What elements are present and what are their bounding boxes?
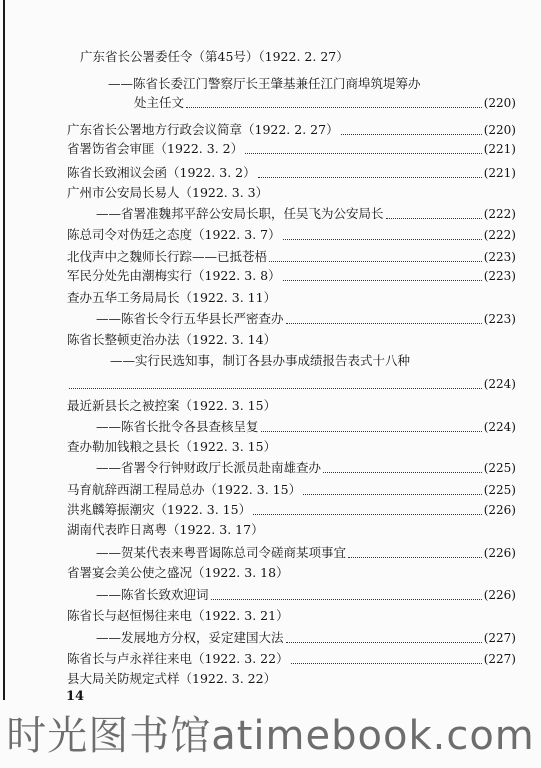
toc-entry-title: 军民分处先由潮梅实行（1922. 3. 8）	[67, 268, 281, 283]
toc-entry-page: (224)	[483, 420, 516, 434]
toc-entry	[96, 629, 516, 647]
toc-entry-page: (220)	[483, 123, 516, 137]
dot-leader	[253, 514, 482, 515]
toc-entry-page: (227)	[483, 631, 516, 645]
toc-entry	[108, 75, 516, 93]
toc-entry	[67, 521, 516, 539]
toc-entry-page: (221)	[483, 142, 516, 156]
dot-leader	[286, 323, 482, 324]
toc-entry	[67, 164, 516, 182]
toc-entry-page: (223)	[483, 250, 516, 264]
dot-leader	[258, 177, 482, 178]
toc-entry-page: (224)	[483, 377, 516, 391]
toc-entry-title: 陈总司令对伪廷之态度（1922. 3. 7）	[67, 227, 281, 242]
toc-entry	[67, 121, 516, 139]
toc-entry	[67, 438, 516, 456]
toc-entry-title: ——陈省长令行五华县长严密查办	[96, 311, 284, 326]
toc-entry	[67, 607, 516, 625]
toc-entry	[67, 331, 516, 349]
dot-leader	[291, 663, 482, 664]
toc-entry-page: (222)	[483, 228, 516, 242]
toc-entry	[67, 397, 516, 415]
toc-entry-title: ——实行民选知事，制订各县办事成绩报告表式十八种	[110, 353, 411, 368]
toc-entry-title: ——陈省长致欢迎词	[96, 587, 209, 602]
dot-leader	[269, 261, 482, 262]
toc-entry	[67, 481, 516, 499]
toc-entry	[110, 352, 516, 370]
toc-entry	[67, 184, 516, 202]
page-number: 14	[66, 689, 85, 704]
dot-leader	[211, 599, 482, 600]
toc-entry-title: 洪兆麟筹振潮灾（1922. 3. 15）	[67, 502, 252, 517]
dot-leader	[323, 472, 482, 473]
toc-entry-page: (220)	[483, 96, 516, 110]
toc-entry-title: 马育航辞西湖工程局总办（1922. 3. 15）	[67, 482, 302, 497]
dot-leader	[69, 388, 482, 389]
toc-entry-title: 广东省长公署委任令（第45号）（1922. 2. 27）	[80, 49, 349, 64]
toc-entry	[67, 226, 516, 244]
dot-leader	[348, 557, 482, 558]
dot-leader	[261, 431, 482, 432]
toc-entry	[67, 670, 516, 688]
toc-entry-page: (226)	[483, 588, 516, 602]
toc-entry	[96, 418, 516, 436]
toc-entry-title: 广东省长公署地方行政会议简章（1922. 2. 27）	[67, 122, 339, 137]
toc-entry-title: ——陈省长委江门警察厅长王肇基兼任江门商埠筑堤筹办	[108, 76, 421, 91]
toc-entry-title: 广州市公安局长易人（1922. 3. 3）	[67, 185, 269, 200]
toc-entry	[134, 94, 516, 112]
toc-entry-title: 陈省长致湘议会函（1922. 3. 2）	[67, 165, 256, 180]
toc-entry-title: 处主任文	[134, 95, 185, 110]
toc-entry-page: (225)	[483, 461, 516, 475]
toc-entry-title: ——贺某代表来粤晋谒陈总司令磋商某项事宜	[96, 545, 347, 560]
toc-entry	[67, 564, 516, 582]
toc-entry-title: 陈省长与卢永祥往来电（1922. 3. 22）	[67, 651, 289, 666]
toc-entry-title: 湖南代表昨日离粤（1922. 3. 17）	[67, 522, 264, 537]
dot-leader	[283, 239, 482, 240]
dot-leader	[303, 494, 482, 495]
toc-entry	[67, 289, 516, 307]
toc-entry-title: 北伐声中之魏师长行踪——已抵苍梧	[67, 249, 268, 264]
toc-entry-title: 陈省长整顿吏治办法（1922. 3. 14）	[67, 332, 277, 347]
toc-entry-title: 最近新县长之被控案（1922. 3. 15）	[67, 398, 277, 413]
toc-entry	[67, 140, 516, 158]
toc-entry-title: 省署宴会美公使之盛况（1922. 3. 18）	[67, 565, 289, 580]
toc-entry	[96, 459, 516, 477]
dot-leader	[386, 218, 482, 219]
toc-entry-title: ——陈省长批令各县查核呈复	[96, 419, 259, 434]
toc-entry	[96, 544, 516, 562]
toc-entry-title: 陈省长与赵恒惕往来电（1922. 3. 21）	[67, 608, 289, 623]
toc-entry-title: ——省署令行钟财政厅长派员赴南雄查办	[96, 460, 322, 475]
toc-entry-title: 查办五华工务局局长（1922. 3. 11）	[67, 290, 277, 305]
dot-leader	[283, 280, 482, 281]
toc-entry-title: ——发展地方分权，妥定建国大法	[96, 630, 284, 645]
toc-entry-page: (226)	[483, 546, 516, 560]
toc-entry	[67, 267, 516, 285]
toc-entry-page: (222)	[483, 207, 516, 221]
watermark: 时光图书馆atimebook.com	[6, 713, 535, 759]
toc-entry-title: 省署饬省会审匪（1922. 3. 2）	[67, 141, 244, 156]
dot-leader	[245, 153, 482, 154]
toc-entry	[67, 375, 516, 393]
toc-entry	[67, 501, 516, 519]
toc-entry	[67, 650, 516, 668]
toc-entry	[67, 248, 516, 266]
toc-entry	[96, 586, 516, 604]
toc-entry-page: (226)	[483, 503, 516, 517]
dot-leader	[286, 642, 482, 643]
dot-leader	[341, 134, 482, 135]
dot-leader	[186, 107, 482, 108]
toc-entry-title: ——省署准魏邦平辞公安局长职，任吴飞为公安局长	[96, 206, 384, 221]
toc-entry	[80, 48, 516, 66]
toc-entry-page: (221)	[483, 166, 516, 180]
toc-entry-page: (227)	[483, 652, 516, 666]
toc-entry-page: (225)	[483, 483, 516, 497]
toc-entry	[96, 205, 516, 223]
toc-entry-title: 查办勒加钱粮之县长（1922. 3. 15）	[67, 439, 277, 454]
toc-entry-page: (223)	[483, 269, 516, 283]
toc-entry	[96, 310, 516, 328]
toc-entry-page: (223)	[483, 312, 516, 326]
toc-entry-title: 县大局关防规定式样（1922. 3. 22）	[67, 671, 277, 686]
